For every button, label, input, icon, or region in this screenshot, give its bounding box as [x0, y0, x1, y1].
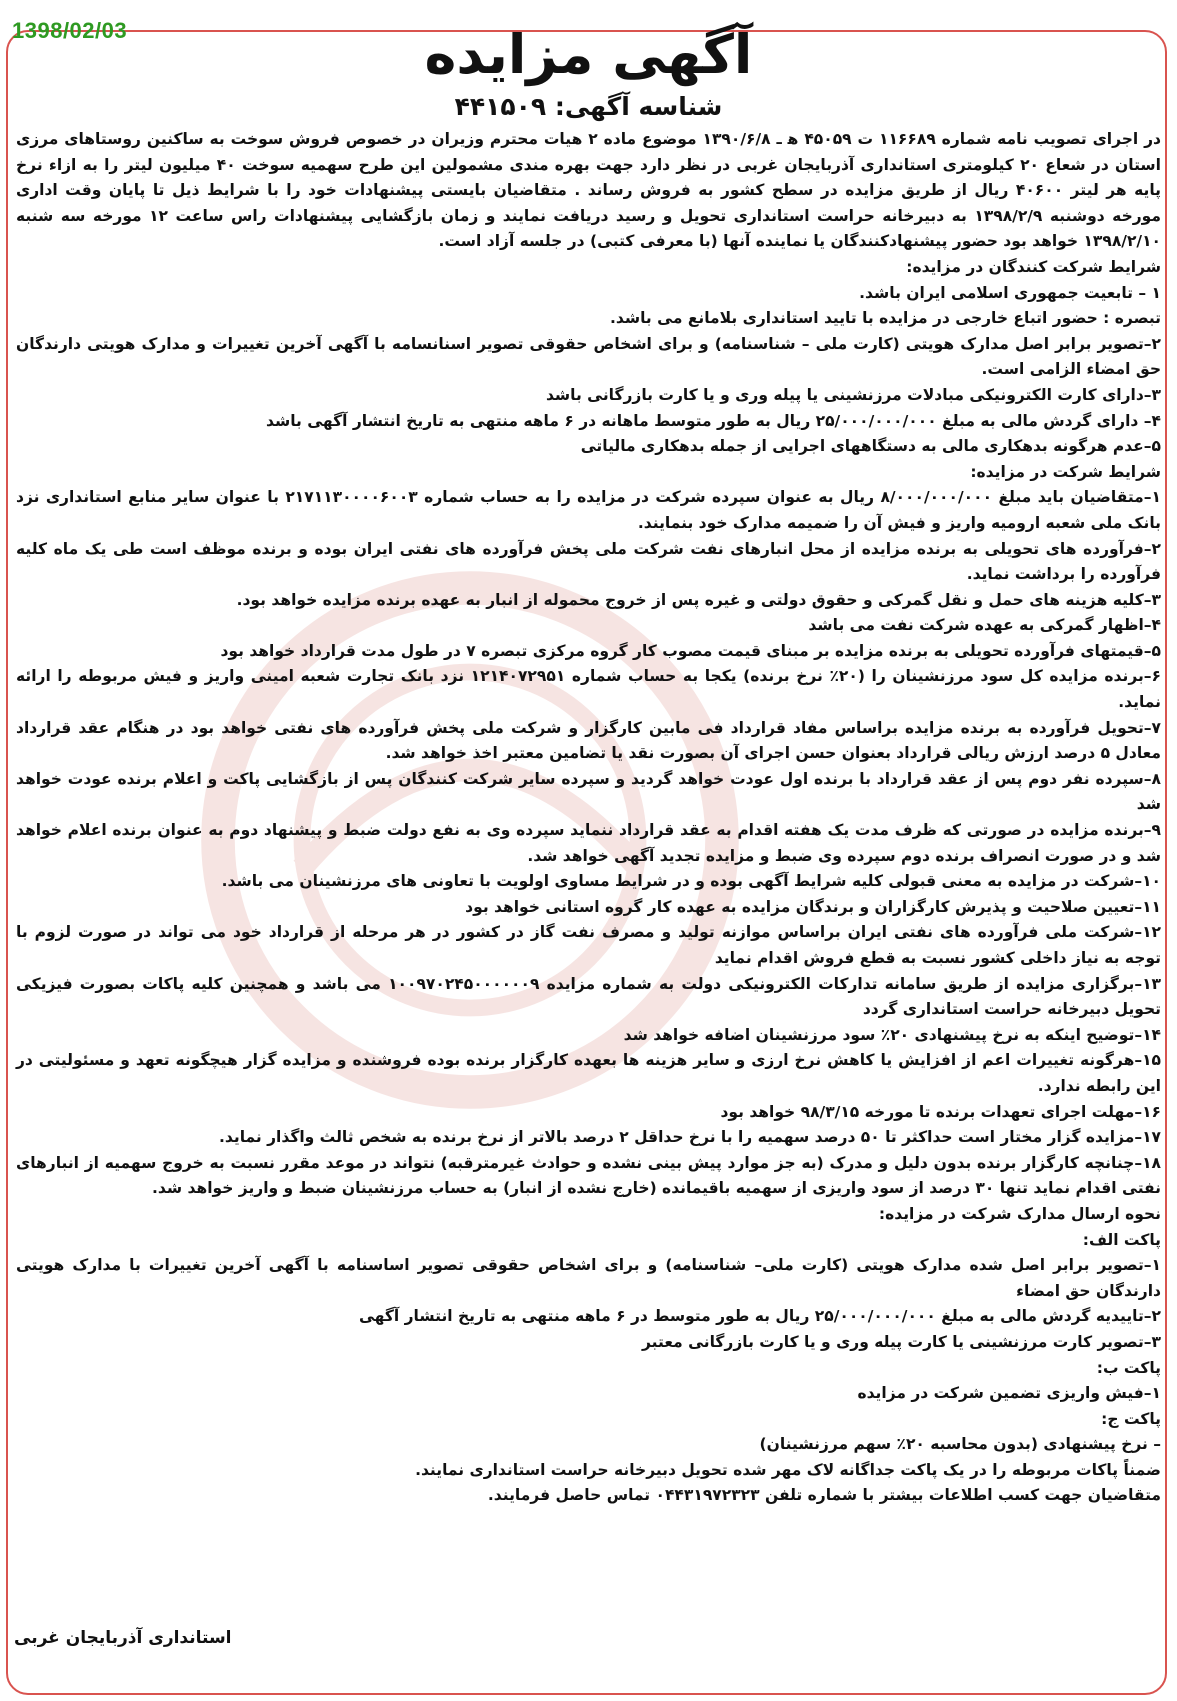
list-item: ۱۸–چنانچه کارگزار برنده بدون دلیل و مدرک (به جز موارد پیش بینی نشده و حوادث غیرمترقبه) نتواند در موعد مقرر نسبت به خروج سهمیه از انبارهای نفتی اقدام نماید تنها ۳۰ درصد از سود واریزی از سهمیه باقیمانده (خارج نشده از انبار) به حساب مرزنشینان ضبط و واریز خواهد شد.: [16, 1153, 1161, 1198]
envelope-heading: پاکت ب:: [1096, 1358, 1161, 1377]
list-item: ۴–اظهار گمرکی به عهده شرکت نفت می باشد: [808, 616, 1161, 635]
envelope-heading: پاکت ج:: [1101, 1409, 1161, 1428]
section-heading: شرایط شرکت در مزایده:: [970, 462, 1161, 481]
ad-id: شناسه آگهی: ۴۴۱۵۰۹: [454, 92, 723, 121]
ad-body: [16, 127, 1161, 1509]
list-item: ۱۰–شرکت در مزایده به معنی قبولی کلیه شرایط آگهی بوده و در شرایط مساوی اولویت با تعاونی های مرزنشینان می باشد.: [221, 872, 1161, 891]
list-item: ۸–سپرده نفر دوم پس از عقد قرارداد با برنده اول عودت خواهد گردید و سپرده سایر شرکت کنندگان پس از بازگشایی پاکت و اعلام برنده عودت خواهد شد: [16, 769, 1161, 814]
list-item: ۱۷–مزایده گزار مختار است حداکثر تا ۵۰ درصد سهمیه را با نرخ حداقل ۲ درصد بالاتر از نرخ برنده به شخص ثالث واگذار نماید.: [219, 1128, 1161, 1147]
list-item: ۴– دارای گردش مالی به مبلغ ۲۵/۰۰۰/۰۰۰/۰۰۰ ریال به طور متوسط ماهانه در ۶ ماهه منتهی به تاریخ انتشار آگهی باشد: [266, 411, 1161, 430]
list-item: ۲–تصویر برابر اصل مدارک هویتی (کارت ملی – شناسنامه) و برای اشخاص حقوقی تصویر اسنانسامه با آگهی آخرین تغییرات و مدارک هویتی دارندگان حق امضاء الزامی است.: [16, 334, 1161, 379]
list-item: ۵–قیمتهای فرآورده تحویلی به برنده مزایده بر مبنای قیمت مصوب کار گروه مرکزی تبصره ۷ در طول مدت قرارداد خواهد بود: [220, 641, 1161, 660]
list-item: ۱۳–برگزاری مزایده از طریق سامانه تدارکات الکترونیکی دولت به شماره مزایده ۱۰۰۹۷۰۲۴۵۰۰۰۰۰۰۹ می باشد و همچنین کلیه پاکات بصورت فیزیکی تحویل دبیرخانه حراست استانداری گردد: [16, 974, 1161, 1019]
list-item: – نرخ پیشنهادی (بدون محاسبه ۲۰٪ سهم مرزنشینان): [759, 1435, 1161, 1454]
list-item: ۹–برنده مزایده در صورتی که ظرف مدت یک هفته اقدام به عقد قرارداد ننماید سپرده وی به نفع دولت ضبط و پیشنهاد دوم به عنوان برنده اعلام خواهد شد و در صورت انصراف برنده دوم سپرده وی ضبط و مزایده تجدید آگهی خواهد شد.: [16, 821, 1161, 865]
list-item: ۱۶–مهلت اجرای تعهدات برنده تا مورخه ۹۸/۳/۱۵ خواهد بود: [720, 1102, 1161, 1121]
list-item: ۶–برنده مزایده کل سود مرزنشینان را (۲۰٪ نرخ برنده) یکجا به حساب شماره ۱۲۱۴۰۷۲۹۵۱ نزد بانک تجارت شعبه امینی واریز و فیش مربوطه را ارائه نماید.: [16, 667, 1162, 712]
section-heading: شرایط شرکت کنندگان در مزایده:: [906, 257, 1161, 276]
intro-paragraph: در اجرای تصویب نامه شماره ۱۱۶۶۸۹ ت ۴۵۰۵۹ ه‍ ـ ۱۳۹۰/۶/۸ موضوع ماده ۲ هیات محترم وزیران در خصوص فروش سوخت به ساکنین روستاهای مرزی استان در شعاع ۲۰ کیلومتری استانداری آذربایجان غربی در نظر دارد جهت بهره مندی مشمولین این طرح سهمیه سوخت ۴۰ میلیون لیتر را به ازاء نرخ پایه هر لیتر ۴۰۶۰۰ ریال از طریق مزایده در سطح کشور به فروش رساند . متقاضیان بایستی پیشنهادات خود را با شرایط ذیل تا پایان وقت اداری مورخه دوشنبه ۱۳۹۸/۲/۹ به دبیرخانه حراست استانداری تحویل و رسید دریافت نمایند و زمان بازگشایی پیشنهادات راس ساعت ۱۲ مورخه سه شنبه ۱۳۹۸/۲/۱۰ خواهد بود حضور پیشنهادکنندگان یا نماینده آنها (با معرفی کتبی) در جلسه آزاد است.: [16, 130, 1161, 251]
list-item: ۳–کلیه هزینه های حمل و نقل گمرکی و حقوق دولتی و غیره پس از خروج محموله از انبار به عهده برنده مزایده خواهد بود.: [236, 590, 1161, 609]
list-item: ۱–متقاضیان باید مبلغ ۸/۰۰۰/۰۰۰/۰۰۰ ریال به عنوان سپرده شرکت در مزایده را به حساب شماره ۲۱۷۱۱۳۰۰۰۰۶۰۰۳ با عنوان سایر منابع استانداری نزد بانک ملی شعبه ارومیه واریز و فیش آن را ضمیمه مدارک خود بنمایند.: [16, 488, 1161, 532]
list-item: ۵–عدم هرگونه بدهکاری مالی به دستگاههای اجرایی از جمله بدهکاری مالیاتی: [580, 437, 1161, 456]
list-item: ۲–فرآورده های تحویلی به برنده مزایده از محل انبارهای نفت شرکت ملی پخش فرآورده های نفتی ایران بوده و برنده موظف است طی یک ماه کلیه فرآورده را برداشت نماید.: [16, 539, 1161, 584]
list-item: ۱–فیش واریزی تضمین شرکت در مزایده: [857, 1384, 1161, 1403]
list-item: ۱ – تابعیت جمهوری اسلامی ایران باشد.: [859, 283, 1161, 302]
list-item: ۱۱–تعیین صلاحیت و پذیرش کارگزاران و برندگان مزایده به عهده کار گروه استانی خواهد بود: [465, 897, 1161, 916]
list-item: ۳–تصویر کارت مرزنشینی یا کارت پیله وری و یا کارت بازرگانی معتبر: [642, 1332, 1161, 1351]
list-item: ۷–تحویل فرآورده به برنده مزایده براساس مفاد قرارداد فی مابین کارگزار و شرکت ملی پخش فرآورده های نفتی خواهد بود در هنگام عقد قرارداد معادل ۵ درصد ارزش ریالی قرارداد بعنوان حسن اجرای آن بصورت نقد یا تضامین معتبر اخذ خواهد شد.: [16, 718, 1161, 763]
list-item: تبصره : حضور اتباع خارجی در مزایده با تایید استانداری بلامانع می باشد.: [610, 309, 1161, 328]
section-heading: نحوه ارسال مدارک شرکت در مزایده:: [878, 1204, 1161, 1223]
list-item: ۲–تاییدیه گردش مالی به مبلغ ۲۵/۰۰۰/۰۰۰/۰۰۰ ریال به طور متوسط در ۶ ماهه منتهی به تاریخ انتشار آگهی: [359, 1307, 1161, 1326]
list-item: ۱۲–شرکت ملی فرآورده های نفتی ایران براساس موازنه تولید و مصرف نفت گاز در کشور در هر مرحله از قرارداد خود می تواند در صورت لزوم با توجه به نیاز داخلی کشور نسبت به قطع فروش اقدام نماید: [16, 923, 1161, 967]
signature: استانداری آذربایجان غربی: [14, 1628, 232, 1648]
list-item: ۱–تصویر برابر اصل شده مدارک هویتی (کارت ملی– شناسنامه) و برای اشخاص حقوقی تصویر اساسنامه با آگهی آخرین تغییرات با مدارک هویتی دارندگان حق امضاء: [16, 1256, 1161, 1300]
list-item: ۱۵–هرگونه تغییرات اعم از افزایش یا کاهش نرخ ارزی و سایر هزینه ها بعهده کارگزار برنده بوده فروشنده و مزایده گزار هیچگونه تعهد و مسئولیتی در این رابطه ندارد.: [16, 1051, 1161, 1095]
list-item: ۳–دارای کارت الکترونیکی مبادلات مرزنشینی یا پیله وری و یا کارت بازرگانی باشد: [545, 385, 1161, 404]
ad-title: آگهی مزایده: [424, 23, 753, 86]
contact-note: متقاضیان جهت کسب اطلاعات بیشتر با شماره تلفن ۰۴۴۳۱۹۷۲۳۲۳ تماس حاصل فرمایند.: [487, 1486, 1161, 1505]
envelope-heading: پاکت الف:: [1082, 1230, 1161, 1249]
closing-note: ضمناً پاکات مربوطه را در یک پاکت جداگانه لاک مهر شده تحویل دبیرخانه حراست استانداری نمایند.: [415, 1460, 1161, 1479]
date-stamp: 1398/02/03: [12, 18, 128, 43]
list-item: ۱۴–توضیح اینکه به نرخ پیشنهادی ۲۰٪ سود مرزنشینان اضافه خواهد شد: [623, 1025, 1161, 1044]
